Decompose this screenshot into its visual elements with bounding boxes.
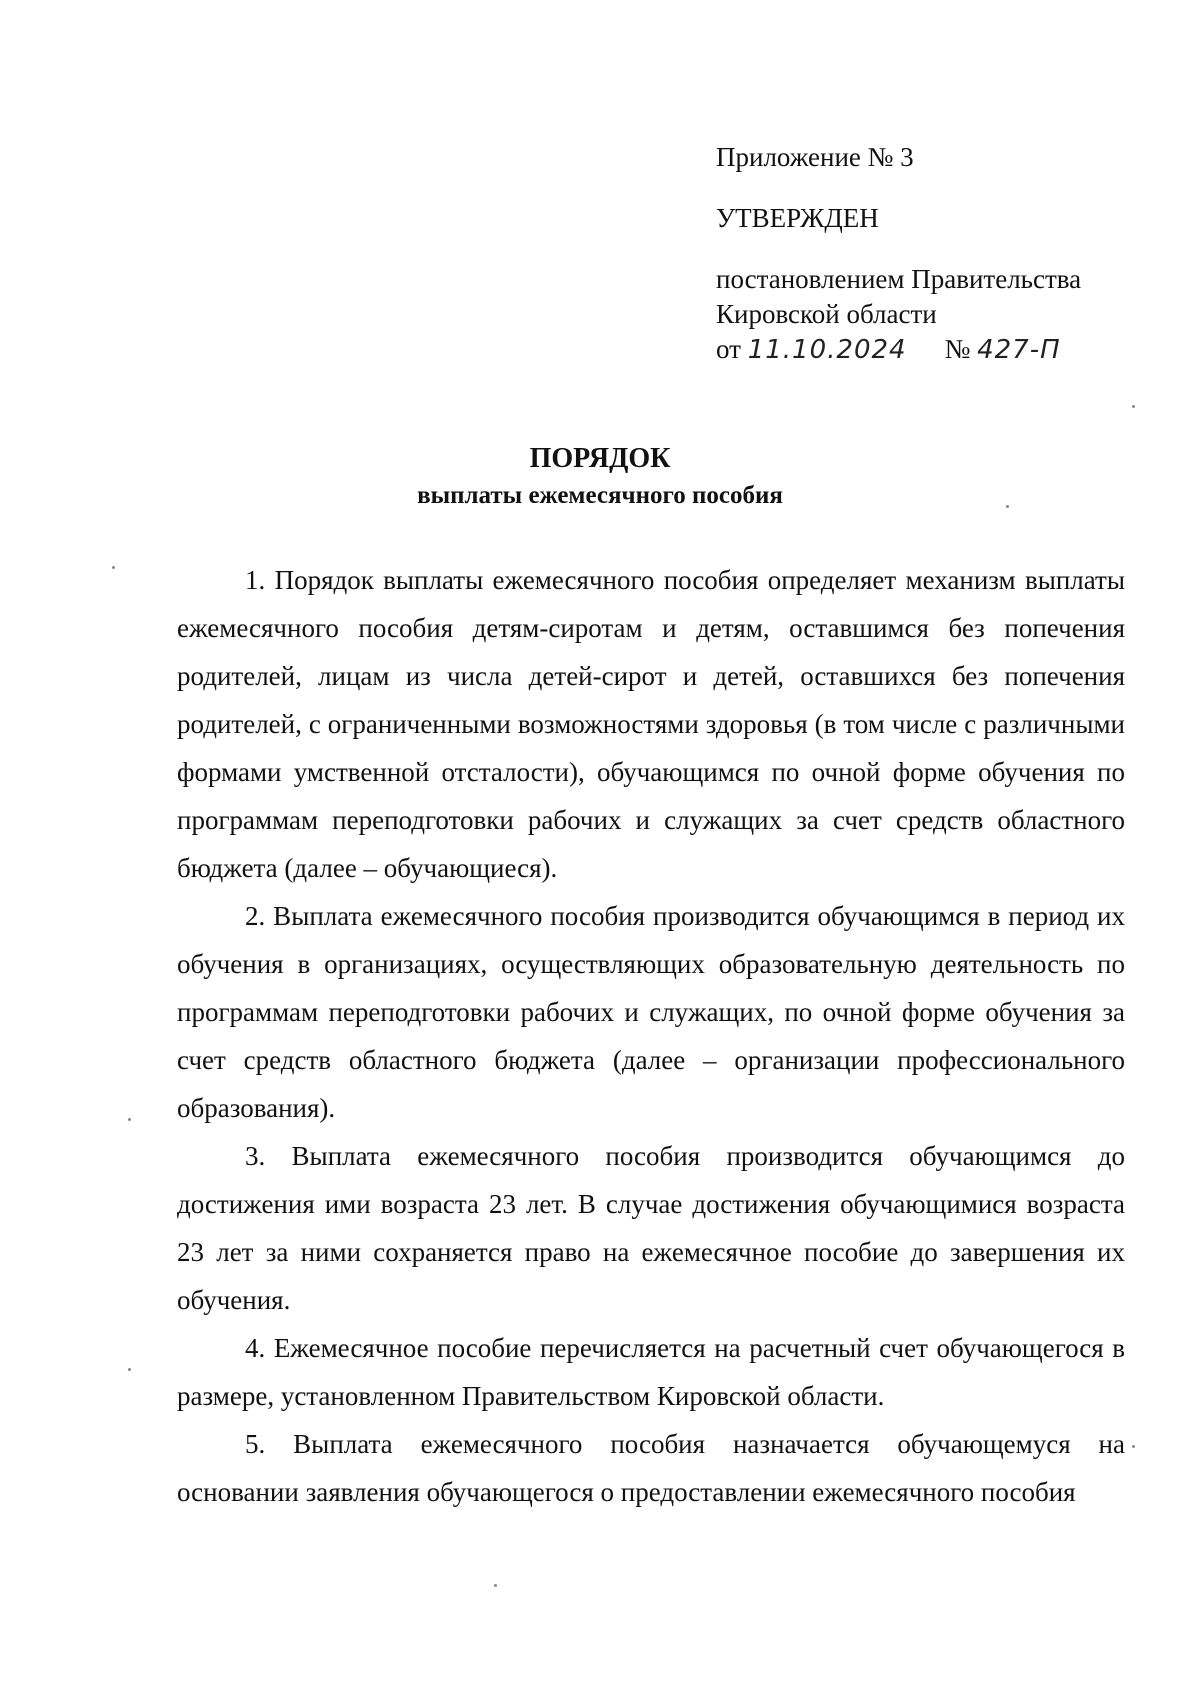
approved-label: УТВЕРЖДЕН — [716, 203, 879, 233]
appendix-label: Приложение № 3 — [716, 142, 914, 172]
approved-by-line-2: Кировской области — [716, 299, 937, 329]
scan-speck — [1132, 405, 1135, 408]
paragraph-5: 5. Выплата ежемесячного пособия назначается обучающемуся на основании заявления обучающегося о предоставлении ежемесячного пособия — [177, 1429, 1125, 1507]
number-label: № — [944, 334, 971, 364]
scan-speck — [128, 1368, 131, 1371]
scan-speck — [112, 566, 115, 569]
document-subtitle: выплаты ежемесячного пособия — [417, 482, 783, 509]
scan-speck — [494, 1584, 497, 1587]
document-body — [177, 556, 1125, 1516]
paragraph-4: 4. Ежемесячное пособие перечисляется на расчетный счет обучающегося в размере, установленном Правительством Кировской области. — [177, 1333, 1125, 1411]
date-number-line — [716, 332, 1156, 368]
approved-by-line-1: постановлением Правительства — [716, 264, 1082, 294]
paragraph-1: 1. Порядок выплаты ежемесячного пособия определяет механизм выплаты ежемесячного пособия детям-сиротам и детям, оставшимся без попечения родителей, лицам из числа детей-сирот и детей, оставшихся без попечения родителей, с ограниченными возможностями здоровья (в том числе с различными формами умственной отсталости), обучающимся по очной форме обучения по программам переподготовки рабочих и служащих за счет средств областного бюджета (далее – обучающиеся). — [177, 565, 1125, 883]
document-title: ПОРЯДОК — [529, 443, 671, 474]
paragraph-2: 2. Выплата ежемесячного пособия производится обучающимся в период их обучения в организациях, осуществляющих образовательную деятельность по программам переподготовки рабочих и служащих, по очной форме обучения за счет средств областного бюджета (далее – организации профессионального образования). — [177, 901, 1125, 1123]
scan-speck — [1006, 505, 1009, 508]
scan-speck — [1132, 1445, 1135, 1448]
handwritten-number: 427-П — [977, 335, 1061, 365]
paragraph-3: 3. Выплата ежемесячного пособия производится обучающимся до достижения ими возраста 23 лет. В случае достижения обучающимися возраста 23 лет за ними сохраняется право на ежемесячное пособие до завершения их обучения. — [177, 1141, 1125, 1315]
approval-header — [716, 140, 1156, 368]
handwritten-date: 11.10.2024 — [747, 335, 907, 365]
scan-speck — [128, 1118, 131, 1121]
date-prefix: от — [716, 334, 741, 364]
